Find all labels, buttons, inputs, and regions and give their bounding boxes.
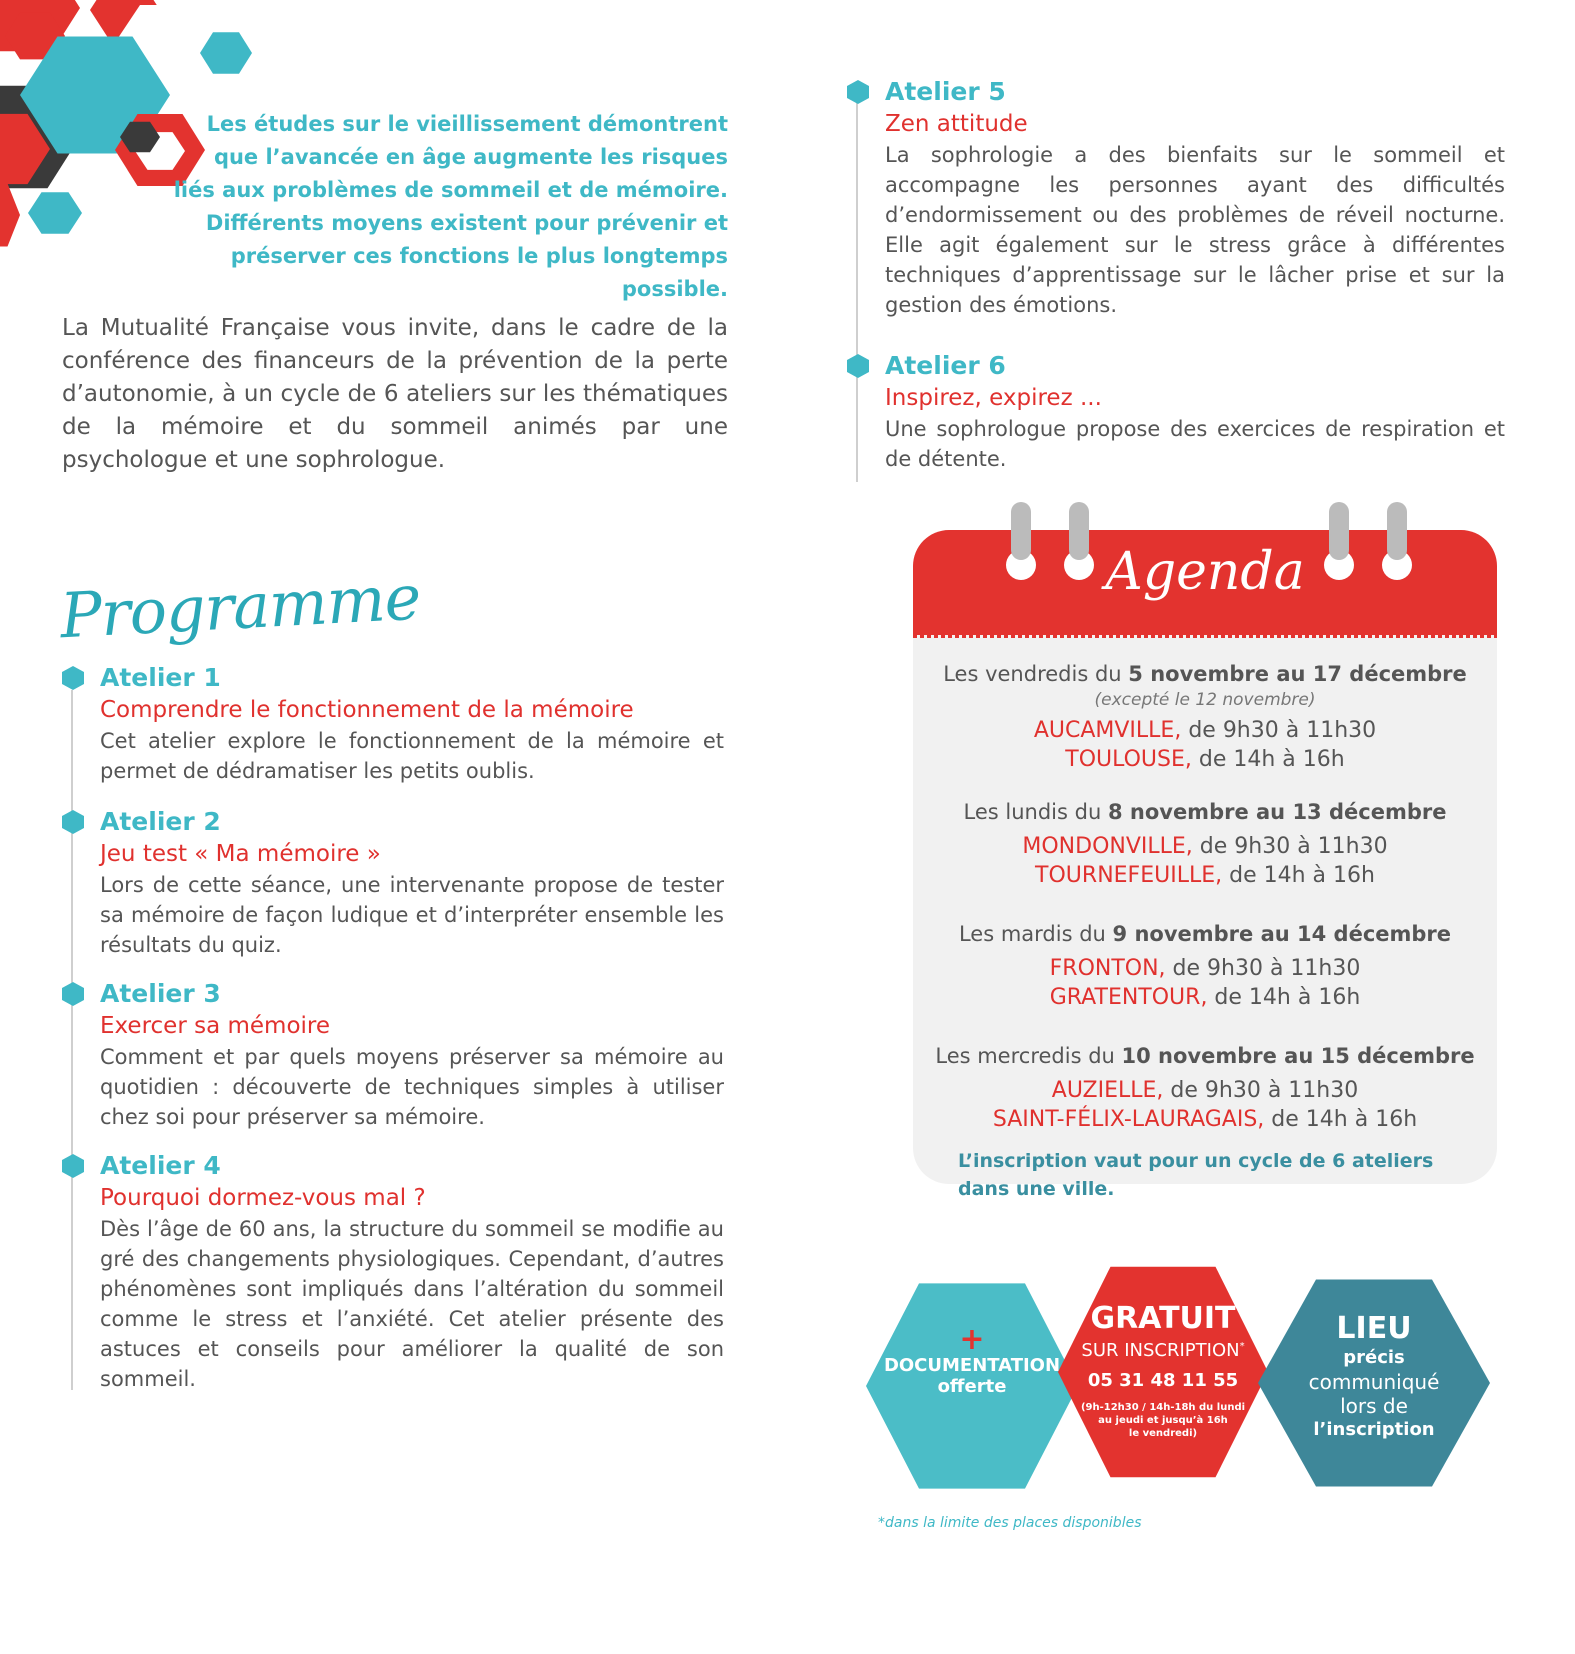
- hexagon-bullet-icon: [62, 1154, 84, 1178]
- lieu-line: lors de: [1340, 1394, 1408, 1418]
- period-prefix: Les vendredis du: [943, 662, 1129, 686]
- hexagon-bullet-icon: [847, 354, 869, 378]
- time: de 9h30 à 11h30: [1165, 956, 1361, 981]
- time: de 14h à 16h: [1222, 863, 1375, 888]
- atelier-1: [100, 662, 724, 786]
- agenda-period: [913, 800, 1497, 824]
- agenda-place: [913, 863, 1497, 888]
- city: MONDONVILLE,: [1022, 834, 1193, 859]
- period-prefix: Les mercredis du: [935, 1044, 1122, 1068]
- atelier-text: Lors de cette séance, une intervenante propose de tester sa mémoire de façon ludique et d’interpréter ensemble les résultats du quiz.: [100, 873, 724, 957]
- period-dates: 5 novembre au 17 décembre: [1128, 662, 1467, 686]
- city: GRATENTOUR,: [1049, 985, 1208, 1010]
- agenda-place: [913, 985, 1497, 1010]
- lieu-title: LIEU: [1336, 1311, 1412, 1346]
- hexagon-bullet-icon: [62, 982, 84, 1006]
- gratuit-hours: [1058, 1401, 1268, 1440]
- atelier-5: [885, 76, 1505, 320]
- programme-title: Programme: [58, 560, 422, 653]
- atelier-subtitle: Zen attitude: [885, 111, 1028, 137]
- intro-line: Les études sur le vieillissement démontrent: [206, 112, 728, 136]
- agenda-place: [913, 747, 1497, 772]
- agenda-period: [913, 662, 1497, 686]
- lieu-line: l’inscription: [1313, 1419, 1435, 1440]
- intro-line: liés aux problèmes de sommeil et de mémoire.: [173, 178, 728, 202]
- hexagon-bullet-icon: [62, 666, 84, 690]
- gratuit-hexagon-text: [1058, 1302, 1268, 1440]
- atelier-text: Dès l’âge de 60 ans, la structure du sommeil se modifie au gré des changements physiologiques. Cependant, d’autres phénomènes sont impliqués dans l’altération du sommeil comme le stress et l’anxiété. Cet atelier présente des astuces et conseils pour améliorer la qualité de son sommeil.: [100, 1217, 724, 1391]
- atelier-3: [100, 978, 724, 1132]
- note-line: dans une ville.: [958, 1178, 1115, 1200]
- atelier-title: Atelier 3: [100, 979, 221, 1008]
- city: TOULOUSE,: [1065, 747, 1192, 772]
- lieu-line: précis: [1343, 1347, 1405, 1368]
- inscription-note: [958, 1147, 1458, 1203]
- period-dates: 8 novembre au 13 décembre: [1107, 800, 1447, 824]
- atelier-subtitle: Exercer sa mémoire: [100, 1013, 331, 1039]
- period-dates: 9 novembre au 14 décembre: [1112, 922, 1452, 946]
- gratuit-title: GRATUIT: [1090, 1301, 1236, 1336]
- city: AUZIELLE,: [1051, 1078, 1164, 1103]
- time: de 9h30 à 11h30: [1192, 834, 1388, 859]
- city: AUCAMVILLE,: [1033, 718, 1182, 743]
- hexagon-bullet-icon: [62, 810, 84, 834]
- agenda-place: [913, 718, 1497, 743]
- city: TOURNEFEUILLE,: [1035, 863, 1223, 888]
- city: SAINT-FÉLIX-LAURAGAIS,: [992, 1107, 1265, 1132]
- note-line: L’inscription vaut pour un cycle de 6 ateliers: [958, 1150, 1434, 1172]
- lead-paragraph: La Mutualité Française vous invite, dans le cadre de la conférence des financeurs de la prévention de la perte d’autonomie, à un cycle de 6 ateliers sur les thématiques de la mémoire et du sommeil animés par une psychologue et une sophrologue.: [62, 315, 728, 473]
- documentation-hexagon-text: [866, 1322, 1078, 1397]
- gratuit-star: *: [1239, 1341, 1245, 1352]
- hours-line: au jeudi et jusqu’à 16h: [1098, 1415, 1228, 1426]
- time: de 9h30 à 11h30: [1163, 1078, 1359, 1103]
- hexagon-bullet-icon: [847, 80, 869, 104]
- time: de 9h30 à 11h30: [1181, 718, 1377, 743]
- agenda-place: [913, 1107, 1497, 1132]
- atelier-title: Atelier 2: [100, 807, 221, 836]
- atelier-6: [885, 350, 1505, 474]
- intro-line: que l’avancée en âge augmente les risques: [213, 145, 728, 169]
- agenda-title: Agenda: [1105, 542, 1305, 602]
- atelier-text: La sophrologie a des bienfaits sur le sommeil et accompagne les personnes ayant des difficultés d’endormissement ou des problèmes de réveil nocturne. Elle agit également sur le stress grâce à différentes techniques d’apprentissage sur le lâcher prise et sur la gestion des émotions.: [885, 143, 1505, 317]
- city: FRONTON,: [1049, 956, 1166, 981]
- footnote: *dans la limite des places disponibles: [878, 1515, 1142, 1531]
- hours-line: le vendredi): [1128, 1428, 1198, 1439]
- doc-line1: DOCUMENTATION: [883, 1355, 1061, 1376]
- plus-icon: +: [959, 1322, 985, 1357]
- atelier-2: [100, 806, 724, 960]
- intro-line: préserver ces fonctions le plus longtemps possible.: [230, 244, 728, 301]
- lieu-hexagon-text: [1258, 1312, 1490, 1442]
- time: de 14h à 16h: [1207, 985, 1361, 1010]
- atelier-text: Une sophrologue propose des exercices de respiration et de détente.: [885, 417, 1505, 471]
- atelier-subtitle: Comprendre le fonctionnement de la mémoire: [100, 697, 634, 723]
- atelier-title: Atelier 1: [100, 663, 221, 692]
- gratuit-sub: SUR INSCRIPTION: [1081, 1340, 1240, 1361]
- atelier-title: Atelier 5: [885, 77, 1006, 106]
- agenda-header: [913, 530, 1497, 638]
- atelier-title: Atelier 6: [885, 351, 1006, 380]
- intro-line: Différents moyens existent pour prévenir et: [205, 211, 728, 235]
- atelier-4: [100, 1150, 724, 1394]
- intro-text: [120, 108, 728, 306]
- lieu-line: communiqué: [1308, 1370, 1440, 1394]
- time: de 14h à 16h: [1191, 747, 1345, 772]
- timeline-line: [856, 90, 858, 482]
- agenda-exception: (excepté le 12 novembre): [1094, 690, 1316, 710]
- period-prefix: Les mardis du: [958, 922, 1113, 946]
- atelier-subtitle: Inspirez, expirez ...: [885, 385, 1102, 411]
- time: de 14h à 16h: [1264, 1107, 1418, 1132]
- agenda-calendar: [913, 530, 1497, 1184]
- agenda-period: [913, 922, 1497, 946]
- agenda-body: [913, 638, 1497, 1184]
- atelier-title: Atelier 4: [100, 1151, 221, 1180]
- gratuit-phone: 05 31 48 11 55: [1087, 1370, 1239, 1391]
- atelier-text: Cet atelier explore le fonctionnement de la mémoire et permet de dédramatiser les petits oublis.: [100, 729, 724, 783]
- agenda-period: [913, 1044, 1497, 1068]
- agenda-place: [913, 956, 1497, 981]
- doc-line2: offerte: [937, 1376, 1007, 1397]
- atelier-text: Comment et par quels moyens préserver sa mémoire au quotidien : découverte de techniques simples à utiliser chez soi pour préserver sa mémoire.: [100, 1045, 724, 1129]
- timeline-line: [71, 690, 73, 1390]
- hours-line: (9h-12h30 / 14h-18h du lundi: [1080, 1402, 1246, 1413]
- agenda-place: [913, 1078, 1497, 1103]
- agenda-place: [913, 834, 1497, 859]
- period-prefix: Les lundis du: [963, 800, 1108, 824]
- atelier-subtitle: Pourquoi dormez-vous mal ?: [100, 1185, 426, 1211]
- period-dates: 10 novembre au 15 décembre: [1121, 1044, 1475, 1068]
- atelier-subtitle: Jeu test « Ma mémoire »: [100, 841, 381, 867]
